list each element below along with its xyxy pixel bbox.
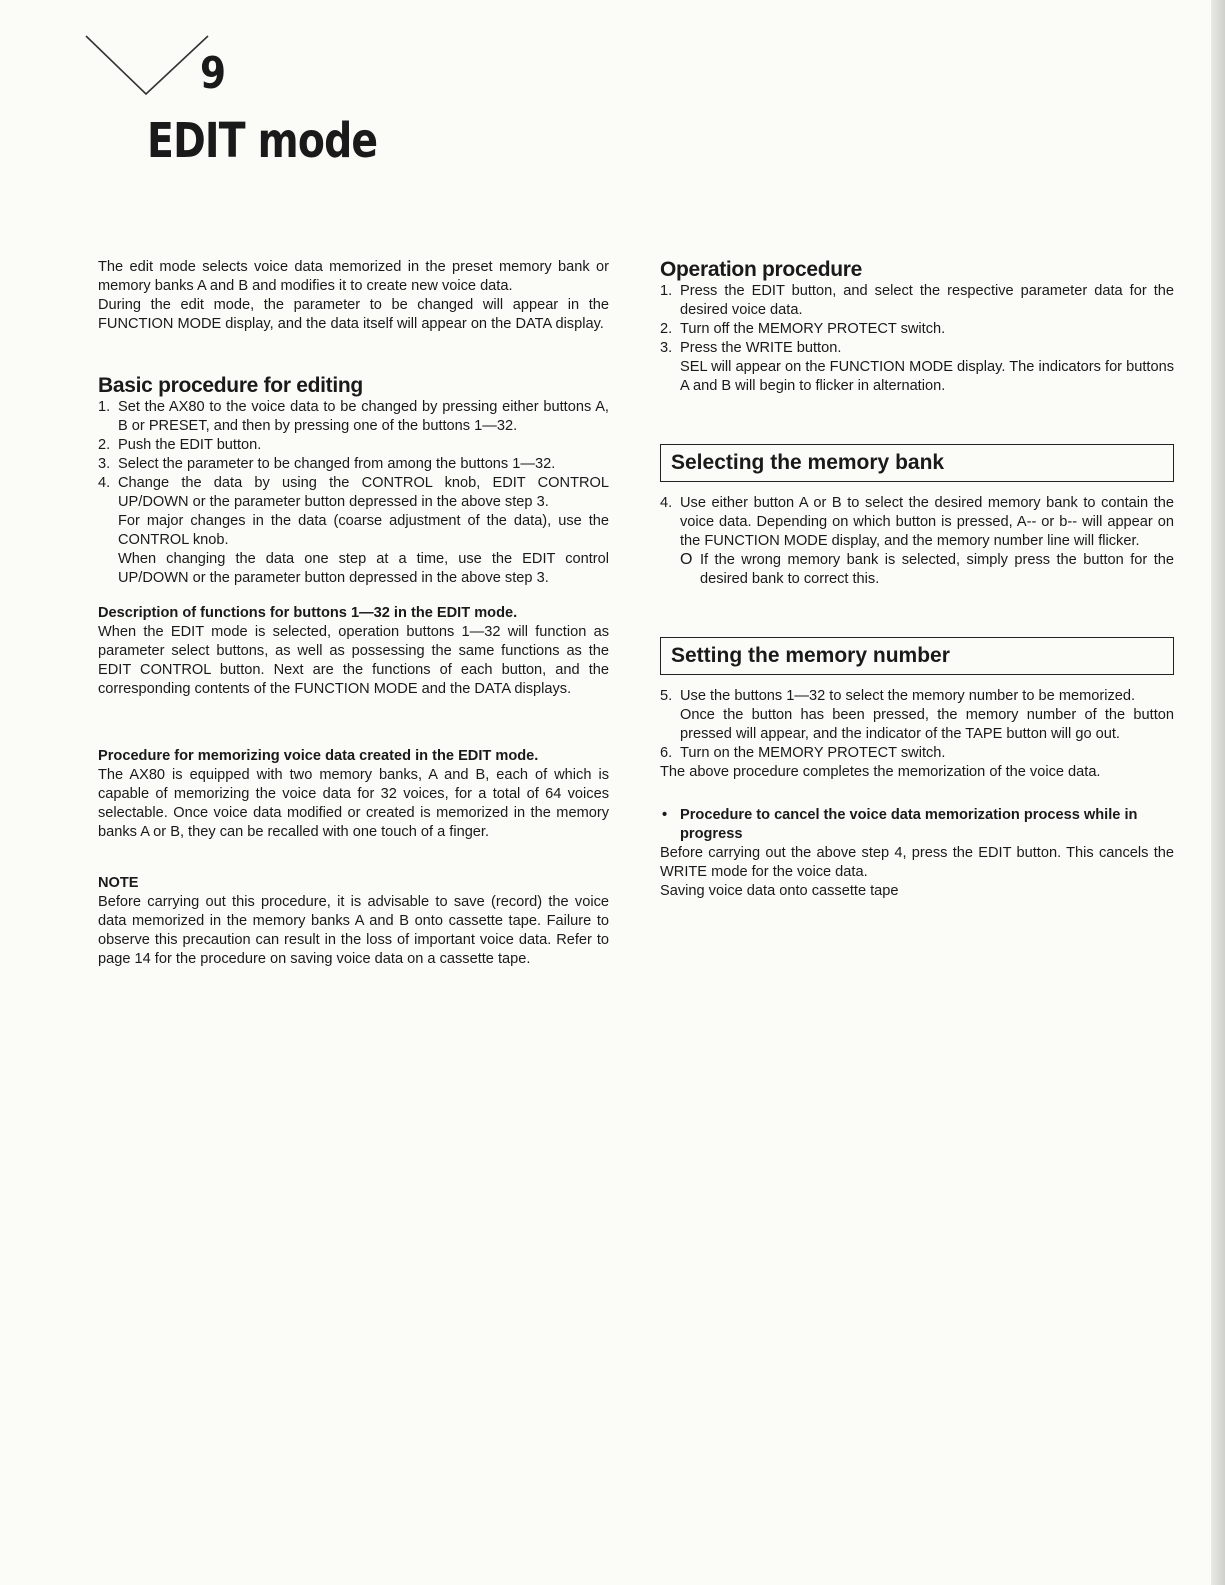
basic-step-4-fine: When changing the data one step at a time, use the EDIT control UP/DOWN or the parameter button depressed in the above step 3.: [118, 551, 609, 586]
bank-step-4: 4. Use either button A or B to select the desired memory bank to contain the voice data. Depending on which button is pressed, A-- or b-- will appear on the FUNCTION MODE display, and the memory number line will flicker.: [660, 495, 1174, 549]
page-title: EDIT mode: [147, 113, 378, 169]
bullet-dot-icon: •: [662, 807, 668, 823]
basic-procedure-steps: [98, 398, 609, 512]
operation-step-3-detail: SEL will appear on the FUNCTION MODE display. The indicators for buttons A and B will begin to flicker in alternation.: [680, 359, 1174, 394]
page-edge-shadow: [1211, 0, 1225, 1585]
description-heading: Description of functions for buttons 1—32 in the EDIT mode.: [98, 605, 518, 621]
operation-steps: [660, 282, 1174, 358]
operation-heading: Operation procedure: [660, 258, 863, 281]
selecting-memory-bank-heading: Selecting the memory bank: [660, 444, 1174, 482]
number-step-5: 5. Use the buttons 1—32 to select the memory number to be memorized.: [660, 688, 1136, 704]
right-column: [660, 258, 1174, 901]
memorizing-text: The AX80 is equipped with two memory banks, A and B, each of which is capable of memorizing the voice data for 32 voices, for a total of 64 voices selectable. Once voice data modified or created is memorized in the memory banks A or B, they can be recalled with one touch of a finger.: [98, 767, 609, 840]
circle-bullet-icon: O: [680, 551, 693, 568]
note-text: Before carrying out this procedure, it is advisable to save (record) the voice data memorized in the memory banks A and B onto cassette tape. Failure to observe this precaution can result in the loss of important voice data. Refer to page 14 for the procedure on saving voice data on a cassette tape.: [98, 894, 609, 967]
left-column: [98, 258, 609, 969]
cancel-heading: • Procedure to cancel the voice data memorization process while in progress: [662, 807, 1138, 842]
operation-step-3: 3. Press the WRITE button.: [660, 340, 842, 356]
operation-step-2: 2. Turn off the MEMORY PROTECT switch.: [660, 321, 946, 337]
basic-procedure-heading: Basic procedure for editing: [98, 374, 363, 397]
basic-step-4-coarse: For major changes in the data (coarse adjustment of the data), use the CONTROL knob.: [118, 513, 609, 548]
setting-memory-number-heading: Setting the memory number: [660, 637, 1174, 675]
note-heading: NOTE: [98, 875, 139, 891]
number-step-6: 6. Turn on the MEMORY PROTECT switch.: [660, 745, 946, 761]
chapter-number: 9: [200, 48, 227, 99]
basic-step-4: 4. Change the data by using the CONTROL knob, EDIT CONTROL UP/DOWN or the parameter button depressed in the above step 3.: [98, 475, 609, 510]
number-steps-6: [660, 744, 1174, 763]
basic-step-1: 1. Set the AX80 to the voice data to be changed by pressing either buttons A, B or PRESET, and then by pressing one of the buttons 1—32.: [98, 399, 609, 434]
number-completion-text: The above procedure completes the memorization of the voice data.: [660, 764, 1101, 780]
number-step-5-detail: Once the button has been pressed, the memory number of the button pressed will appear, and the indicator of the TAPE button will go out.: [680, 707, 1174, 742]
bank-steps: [660, 494, 1174, 551]
basic-step-2: 2. Push the EDIT button.: [98, 437, 262, 453]
intro-paragraph-1: The edit mode selects voice data memorized in the preset memory bank or memory banks A and B and modifies it to create new voice data.: [98, 259, 609, 294]
memorizing-heading: Procedure for memorizing voice data created in the EDIT mode.: [98, 748, 539, 764]
description-text: When the EDIT mode is selected, operation buttons 1—32 will function as parameter select buttons, as well as possessing the same functions as the EDIT CONTROL button. Next are the functions of each button, and the corresponding contents of the FUNCTION MODE and the DATA displays.: [98, 624, 609, 697]
basic-step-3: 3. Select the parameter to be changed from among the buttons 1—32.: [98, 456, 556, 472]
chapter-check-mark: [82, 28, 282, 108]
intro-paragraph-2: During the edit mode, the parameter to be changed will appear in the FUNCTION MODE display, and the data itself will appear on the DATA display.: [98, 297, 609, 332]
bank-note: O If the wrong memory bank is selected, simply press the button for the desired bank to correct this.: [680, 551, 1174, 587]
cancel-text: Before carrying out the above step 4, press the EDIT button. This cancels the WRITE mode for the voice data.: [660, 845, 1174, 880]
number-steps-5: [660, 687, 1174, 706]
next-section-text: Saving voice data onto cassette tape: [660, 883, 899, 899]
operation-step-1: 1. Press the EDIT button, and select the respective parameter data for the desired voice data.: [660, 283, 1174, 318]
